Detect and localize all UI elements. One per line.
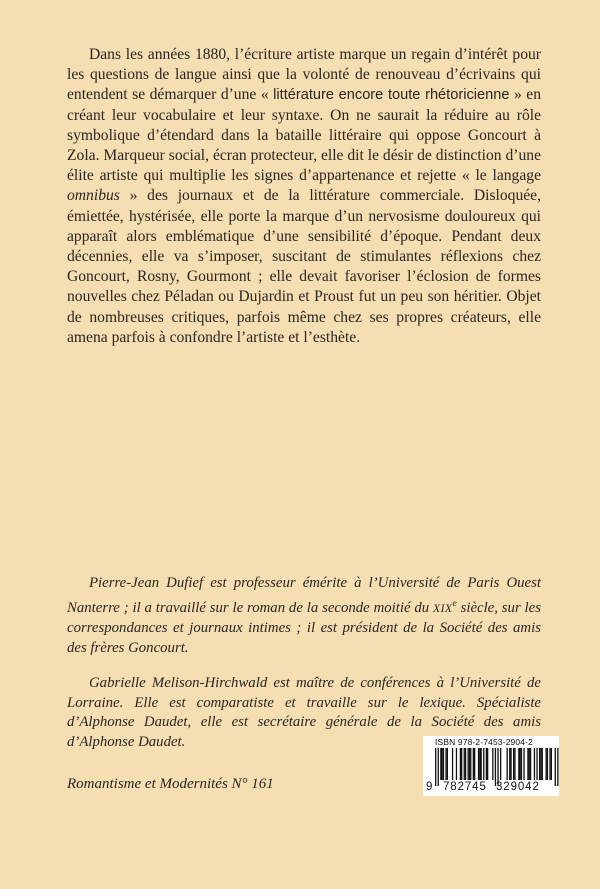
barcode-digit-first: 9	[426, 781, 434, 793]
barcode-bar	[442, 748, 443, 780]
barcode-bar	[478, 748, 479, 780]
barcode-digits-left: 782745	[443, 781, 487, 793]
barcode-bar	[518, 748, 519, 780]
century-suffix: e	[452, 597, 457, 609]
barcode-bar	[486, 748, 487, 780]
barcode-bar	[521, 748, 522, 780]
barcode-bar	[460, 748, 461, 780]
isbn-label: ISBN 978-2-7453-2904-2	[435, 737, 533, 747]
bio-paragraph: Gabrielle Melison-Hirchwald est maître de conférences à l’Université de Lorraine. Elle est comparatiste et travaille sur le lexique. Spécialiste d’Alphonse Daudet, elle est secrétaire générale de la Société des amis d’Alphonse Daudet.	[67, 675, 541, 750]
barcode-bar	[549, 748, 550, 780]
italic-term: omnibus	[67, 187, 120, 205]
barcode-bar	[473, 748, 474, 780]
barcode-bar	[527, 748, 528, 780]
barcode-bar	[452, 748, 453, 780]
barcode-bar	[551, 748, 552, 780]
barcode-digits-right: 329042	[496, 781, 540, 793]
barcode-bar	[539, 748, 540, 780]
barcode-bar	[470, 748, 471, 780]
summary-text: » des journaux et de la littérature commerciale. Disloquée, émiettée, hystérisée, elle porte la marque d’un nervosisme douloureux qui apparaît alors emblématique d’une sensibilité d’époque. Pendant deux décennies, elle va s’imposer, suscitant de stimulantes réflexions chez Goncourt, Rosny, Gourmont ; elle devait favoriser l’éclosion de formes nouvelles chez Péladan ou Dujardin et Proust fut un peu son héritier. Objet de nombreuses critiques, parfois même chez ses propres créateurs, elle amena parfois à confondre l’artiste et l’esthète.	[67, 187, 541, 346]
barcode-bar	[513, 748, 514, 780]
barcode-digits	[423, 780, 559, 796]
barcode-bar	[469, 748, 470, 780]
barcode-bar	[456, 748, 457, 780]
barcode-bar	[492, 748, 493, 780]
barcode-bar	[474, 748, 475, 780]
barcode-bar	[464, 748, 465, 780]
barcode-bar	[481, 748, 482, 780]
summary-text: » en créant leur vocabulaire et leur syntaxe. On ne saurait la réduire au rôle symbolique d’étendard dans la bataille littéraire qui oppose Goncourt à Zola. Marqueur social, écran protecteur, elle dit le désir de distinction d’une élite artiste qui multiplie les signes d’appartenance et rejette « le langage	[67, 86, 541, 185]
barcode-bar	[440, 748, 441, 780]
barcode-bar	[509, 748, 510, 780]
barcode-bar	[529, 748, 530, 780]
barcode-bar	[443, 748, 444, 780]
century-numeral: XIX	[433, 602, 453, 615]
quoted-phrase: littérature encore toute rhétoricienne	[273, 87, 510, 104]
series-title: Romantisme et Modernités N° 161	[67, 776, 274, 792]
barcode-bar	[468, 748, 469, 780]
author-bio-dufief	[67, 574, 541, 658]
barcode-bar	[540, 748, 541, 780]
bio-text: siècle, sur les correspondances et journaux intimes ; il est président de la Société des amis des frères Goncourt.	[67, 599, 541, 656]
barcode-bar	[534, 748, 535, 780]
barcode-bar	[445, 748, 446, 780]
barcode-bar	[479, 748, 480, 780]
summary-text: Dans les années 1880, l’écriture artiste marque un regain d’intérêt pour les questions de langue ainsi que la volonté de renouveau d’écrivains qui entendent se démarquer d’une «	[67, 46, 541, 104]
summary-paragraph	[67, 45, 541, 348]
barcode-bar	[546, 748, 547, 780]
back-cover-summary	[67, 45, 541, 348]
barcode-bar	[520, 748, 521, 780]
barcode-bar	[461, 748, 462, 780]
barcode-bar	[483, 748, 484, 780]
bio-text: Pierre-Jean Dufief est professeur émérite à l’Université de Paris Ouest Nanterre ; il a travaillé sur le roman de la seconde moitié du	[67, 575, 541, 616]
barcode-bar	[510, 748, 511, 780]
barcode-bar	[536, 748, 537, 780]
barcode-bar	[465, 748, 466, 780]
barcode-bar	[542, 748, 543, 780]
barcode-bar	[530, 748, 531, 780]
barcode-bar	[514, 748, 515, 780]
barcode-bar	[523, 748, 524, 780]
barcode-bar	[547, 748, 548, 780]
isbn-barcode	[423, 736, 559, 796]
barcode-bar	[500, 748, 501, 780]
barcode-bar	[447, 748, 448, 780]
barcode-bar	[507, 748, 508, 780]
bio-paragraph	[67, 574, 541, 658]
barcode-bar	[487, 748, 488, 780]
